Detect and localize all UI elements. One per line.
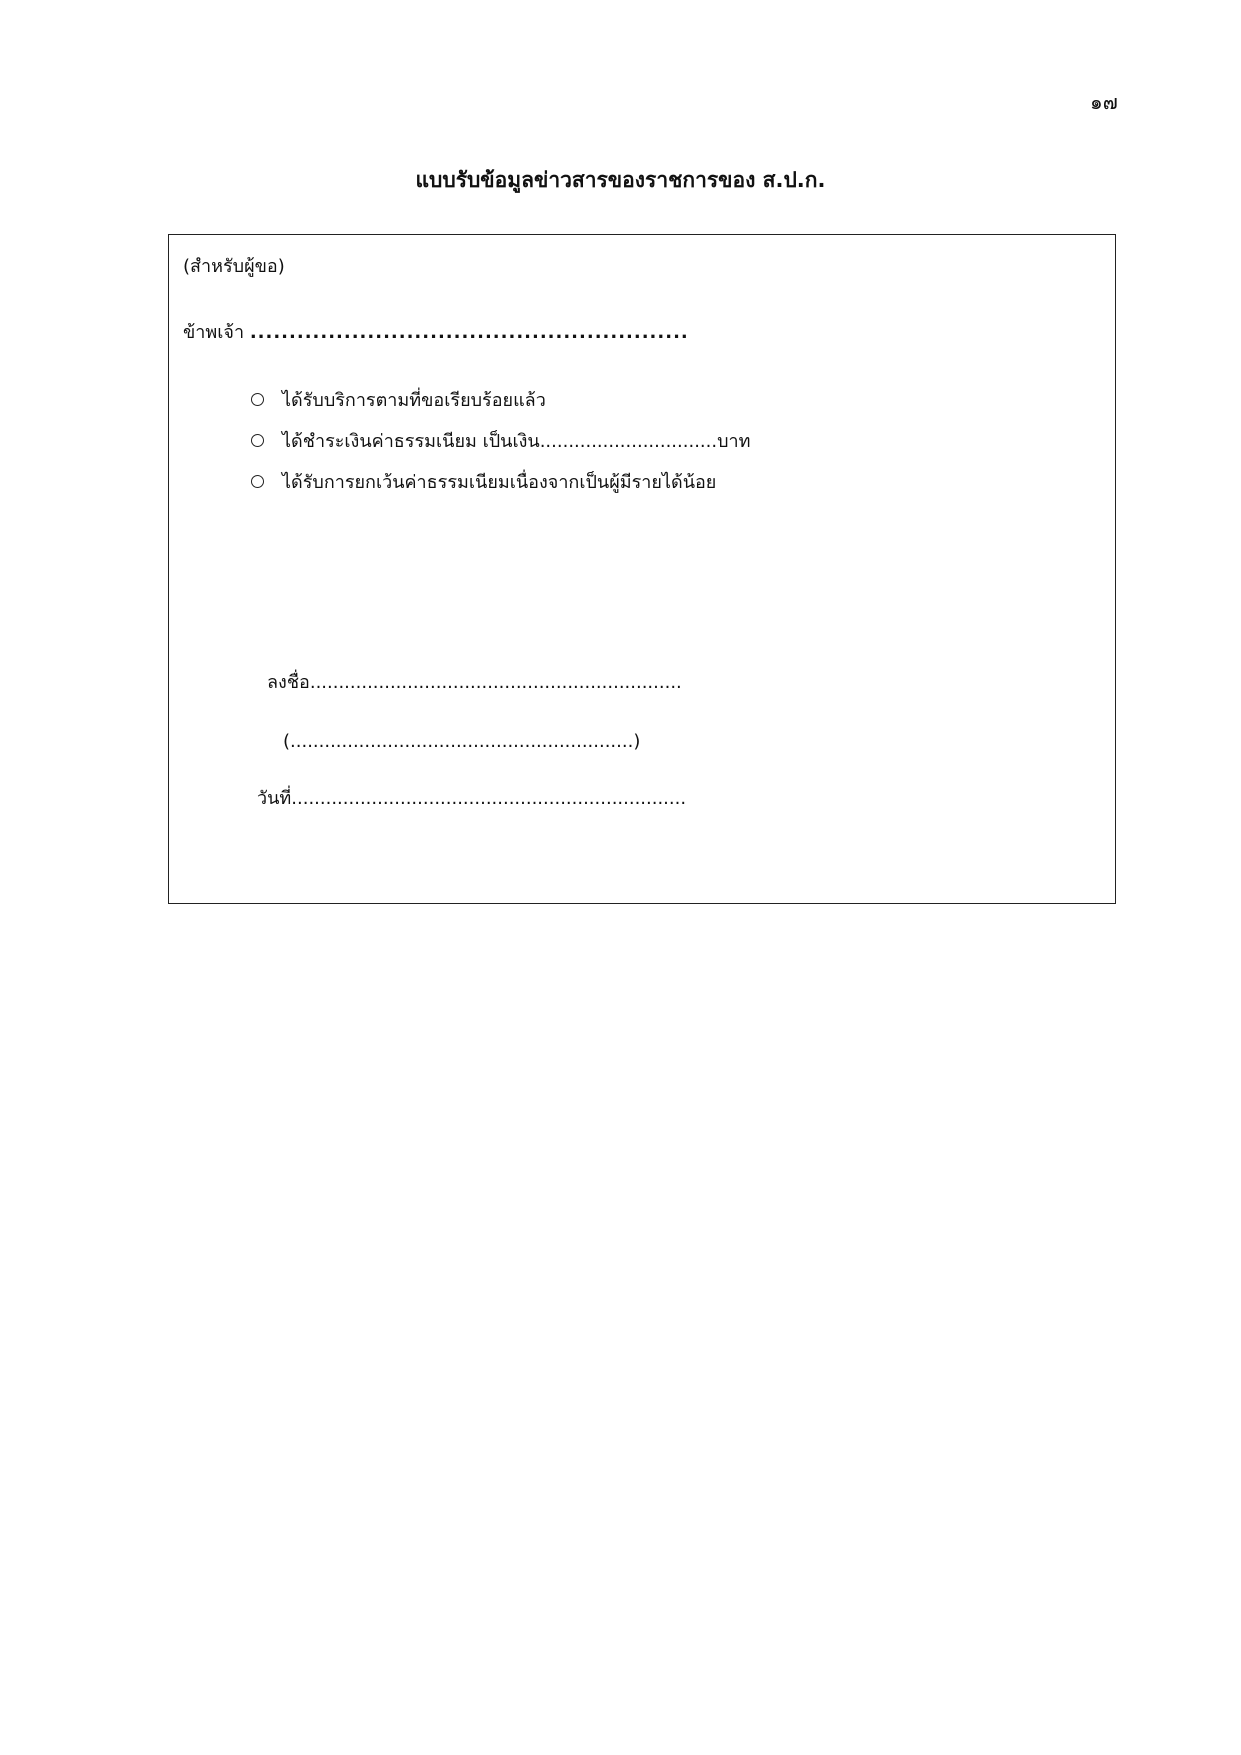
form-intro: (สำหรับผู้ขอ) [183,256,285,277]
printed-name-line[interactable]: (............................................................) [283,731,641,752]
option-service-received [251,385,546,414]
option-fee-paid [251,426,750,455]
option-radio-circle-icon[interactable] [251,393,264,406]
applicant-name-field[interactable]: ........................................................ [249,322,689,343]
option-label: ได้ชำระเงินค่าธรรมเนียม เป็นเงิน...............................บาท [282,431,751,452]
option-fee-waived [251,467,716,496]
option-label: ได้รับการยกเว้นค่าธรรมเนียมเนื่องจากเป็นผู้มีรายได้น้อย [282,472,717,493]
applicant-label: ข้าพเจ้า [183,322,245,343]
option-radio-circle-icon[interactable] [251,475,264,488]
page-number: ๑๗ [1090,90,1118,114]
signature-line[interactable]: ลงชื่อ................................................................. [267,672,682,693]
option-label: ได้รับบริการตามที่ขอเรียบร้อยแล้ว [282,390,546,411]
date-line[interactable]: วันที่..................................................................... [257,788,687,809]
request-form-box [168,234,1116,904]
applicant-row [183,317,689,346]
document-title: แบบรับข้อมูลข่าวสารของราชการของ ส.ป.ก. [415,168,826,192]
option-radio-circle-icon[interactable] [251,434,264,447]
